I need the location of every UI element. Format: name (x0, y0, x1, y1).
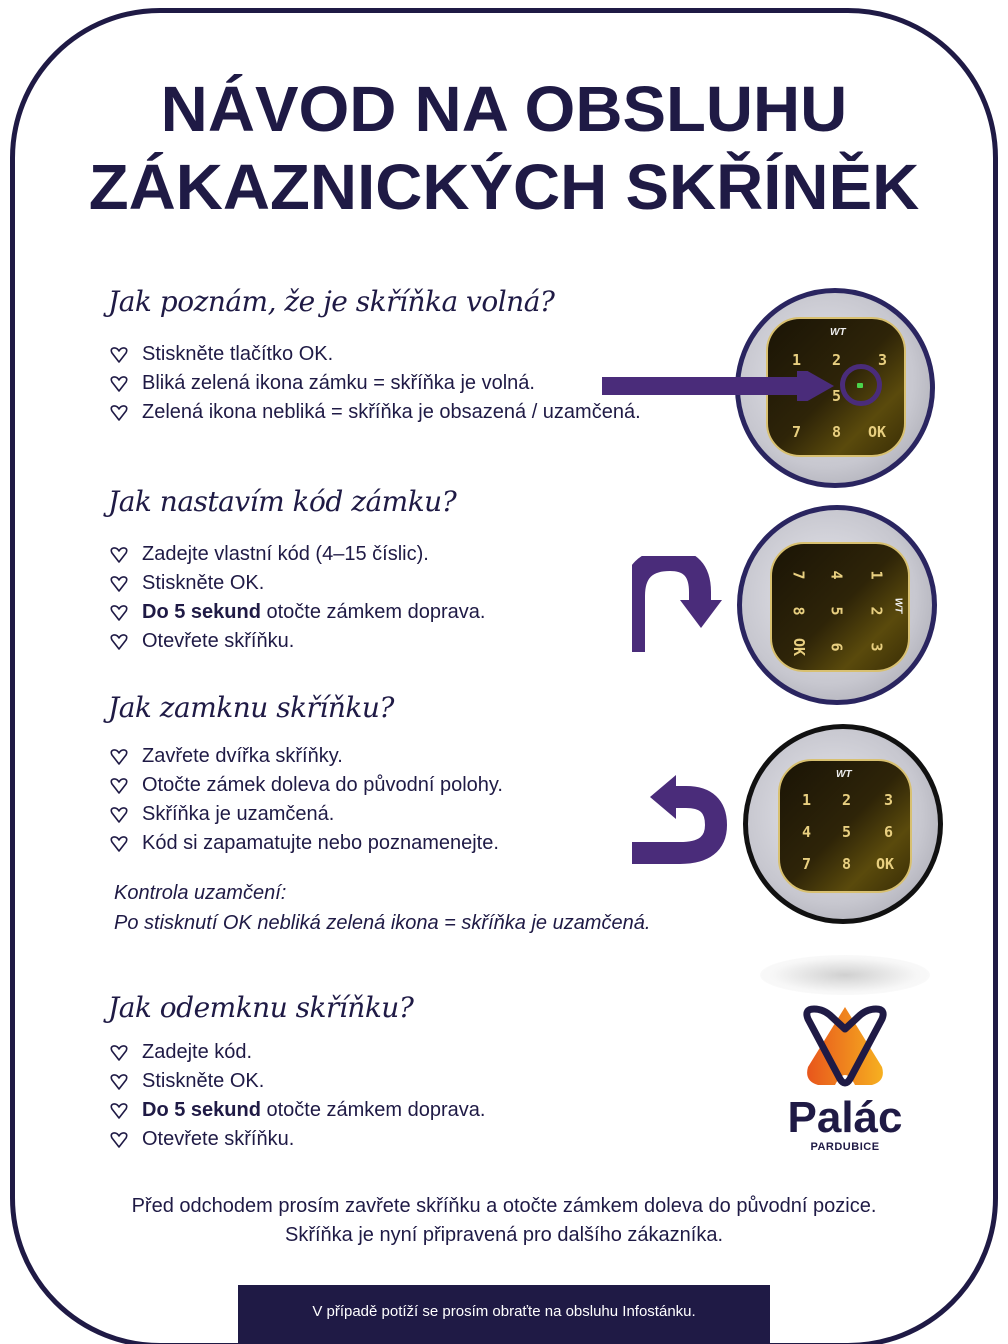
highlight-circle-icon (840, 364, 882, 406)
list-item (108, 1067, 485, 1096)
list-item (108, 742, 650, 771)
green-led-icon (857, 383, 863, 388)
closing-line-1: Před odchodem prosím zavřete skříňku a otočte zámkem doleva do původní pozice. (131, 1195, 877, 1217)
page-title (0, 70, 1008, 226)
section-is-locker-free (108, 284, 641, 427)
heart-outline-icon (108, 376, 130, 392)
key-label: 3 (867, 642, 886, 652)
item-text: Skříňka je uzamčená. (142, 803, 335, 825)
item-text: otočte zámkem doprava. (260, 1099, 486, 1121)
key-label: 2 (842, 791, 852, 809)
heart-outline-icon (108, 405, 130, 421)
heart-outline-icon (108, 634, 130, 650)
list-item (108, 1125, 485, 1154)
lock-shadow (760, 955, 930, 995)
palac-logo-mark-icon (800, 1005, 890, 1091)
heart-outline-icon (108, 605, 130, 621)
step-list (108, 1038, 485, 1154)
help-contact-bar: V případě potíží se prosím obraťte na obsluhu Infostánku. (238, 1285, 770, 1344)
heart-outline-icon (108, 1045, 130, 1061)
step-list (108, 340, 641, 427)
section-heading: Jak zamknu skříňku? (108, 691, 394, 724)
key-label: 2 (867, 606, 886, 616)
key-label: 6 (827, 642, 846, 652)
note-text: Po stisknutí OK nebliká zelená ikona = skříňka je uzamčená. (114, 912, 651, 934)
closing-line-2: Skříňka je nyní připravená pro dalšího zákazníka. (284, 1224, 724, 1246)
key-label: 5 (842, 823, 852, 841)
list-item (108, 398, 641, 427)
list-item (108, 1096, 485, 1125)
title-line-2: ZÁKAZNICKÝCH SKŘÍNĚK (88, 151, 920, 223)
section-set-code (108, 484, 485, 656)
key-label: 7 (792, 423, 802, 441)
item-text: Kód si zapamatujte nebo poznamenejte. (142, 832, 499, 854)
key-label: 1 (867, 570, 886, 580)
item-text: Stiskněte OK. (142, 572, 265, 594)
step-list (108, 742, 650, 858)
heart-outline-icon (108, 778, 130, 794)
item-text: Stiskněte OK. (142, 1070, 265, 1092)
key-label: 1 (802, 791, 812, 809)
closing-message (0, 1192, 1008, 1250)
lock-brand: WT (836, 769, 852, 780)
key-label: 7 (802, 855, 812, 873)
item-text: Bliká zelená ikona zámku = skříňka je volná. (142, 372, 535, 394)
palac-logo (770, 1005, 920, 1153)
lock-check-note (114, 878, 650, 938)
key-label: 8 (842, 855, 852, 873)
key-label: 2 (832, 351, 842, 369)
logo-city: PARDUBICE (810, 1141, 880, 1153)
key-label: 3 (884, 791, 894, 809)
item-text: Zelená ikona nebliká = skříňka je obsazená / uzamčená. (142, 401, 641, 423)
item-text: Zadejte vlastní kód (4–15 číslic). (142, 543, 429, 565)
section-heading: Jak poznám, že je skříňka volná? (108, 285, 555, 318)
logo-name: Palác (787, 1093, 903, 1142)
heart-outline-icon (108, 1103, 130, 1119)
item-bold: Do 5 sekund (142, 601, 261, 623)
list-item (108, 340, 641, 369)
key-label: OK (868, 423, 887, 441)
heart-outline-icon (108, 576, 130, 592)
key-label: 7 (789, 570, 808, 580)
key-label: 8 (789, 606, 808, 616)
section-heading: Jak nastavím kód zámku? (108, 485, 457, 518)
title-line-1: NÁVOD NA OBSLUHU (160, 73, 848, 145)
key-label: 6 (884, 823, 894, 841)
item-text: Stiskněte tlačítko OK. (142, 343, 334, 365)
key-label: 5 (832, 387, 842, 405)
turn-right-arrow-icon (632, 556, 724, 654)
item-bold: Do 5 sekund (142, 1099, 261, 1121)
list-item (108, 829, 650, 858)
heart-outline-icon (108, 1132, 130, 1148)
item-text: Otočte zámek doleva do původní polohy. (142, 774, 503, 796)
heart-outline-icon (108, 547, 130, 563)
list-item (108, 627, 485, 656)
heart-outline-icon (108, 836, 130, 852)
list-item (108, 569, 485, 598)
lock-keypad (770, 542, 910, 672)
heart-outline-icon (108, 807, 130, 823)
list-item (108, 771, 650, 800)
lock-brand: WT (892, 597, 904, 614)
item-text: Zavřete dvířka skříňky. (142, 745, 343, 767)
turn-left-arrow-icon (630, 773, 728, 865)
list-item (108, 598, 485, 627)
section-unlock-locker (108, 990, 485, 1154)
list-item (108, 369, 641, 398)
key-label: OK (790, 637, 809, 657)
item-text: Zadejte kód. (142, 1041, 253, 1063)
key-label: OK (876, 855, 895, 873)
list-item (108, 540, 485, 569)
heart-outline-icon (108, 749, 130, 765)
list-item (108, 1038, 485, 1067)
section-heading: Jak odemknu skříňku? (108, 991, 414, 1024)
key-label: 1 (792, 351, 802, 369)
item-text: Otevřete skříňku. (142, 630, 295, 652)
section-lock-locker (108, 690, 650, 938)
heart-outline-icon (108, 1074, 130, 1090)
arrow-right-icon (602, 373, 832, 399)
lock-photo-original-position (743, 724, 943, 924)
heart-outline-icon (108, 347, 130, 363)
lock-photo-rotated-right (737, 505, 937, 705)
item-text: Otevřete skříňku. (142, 1128, 295, 1150)
key-label: 5 (827, 606, 846, 616)
list-item (108, 800, 650, 829)
lock-keypad (778, 759, 912, 893)
step-list (108, 540, 485, 656)
key-label: 4 (827, 570, 846, 580)
key-label: 4 (802, 823, 812, 841)
item-text: otočte zámkem doprava. (260, 601, 486, 623)
note-label: Kontrola uzamčení: (114, 882, 287, 904)
key-label: 3 (878, 351, 888, 369)
lock-brand: WT (830, 327, 846, 338)
key-label: 8 (832, 423, 842, 441)
